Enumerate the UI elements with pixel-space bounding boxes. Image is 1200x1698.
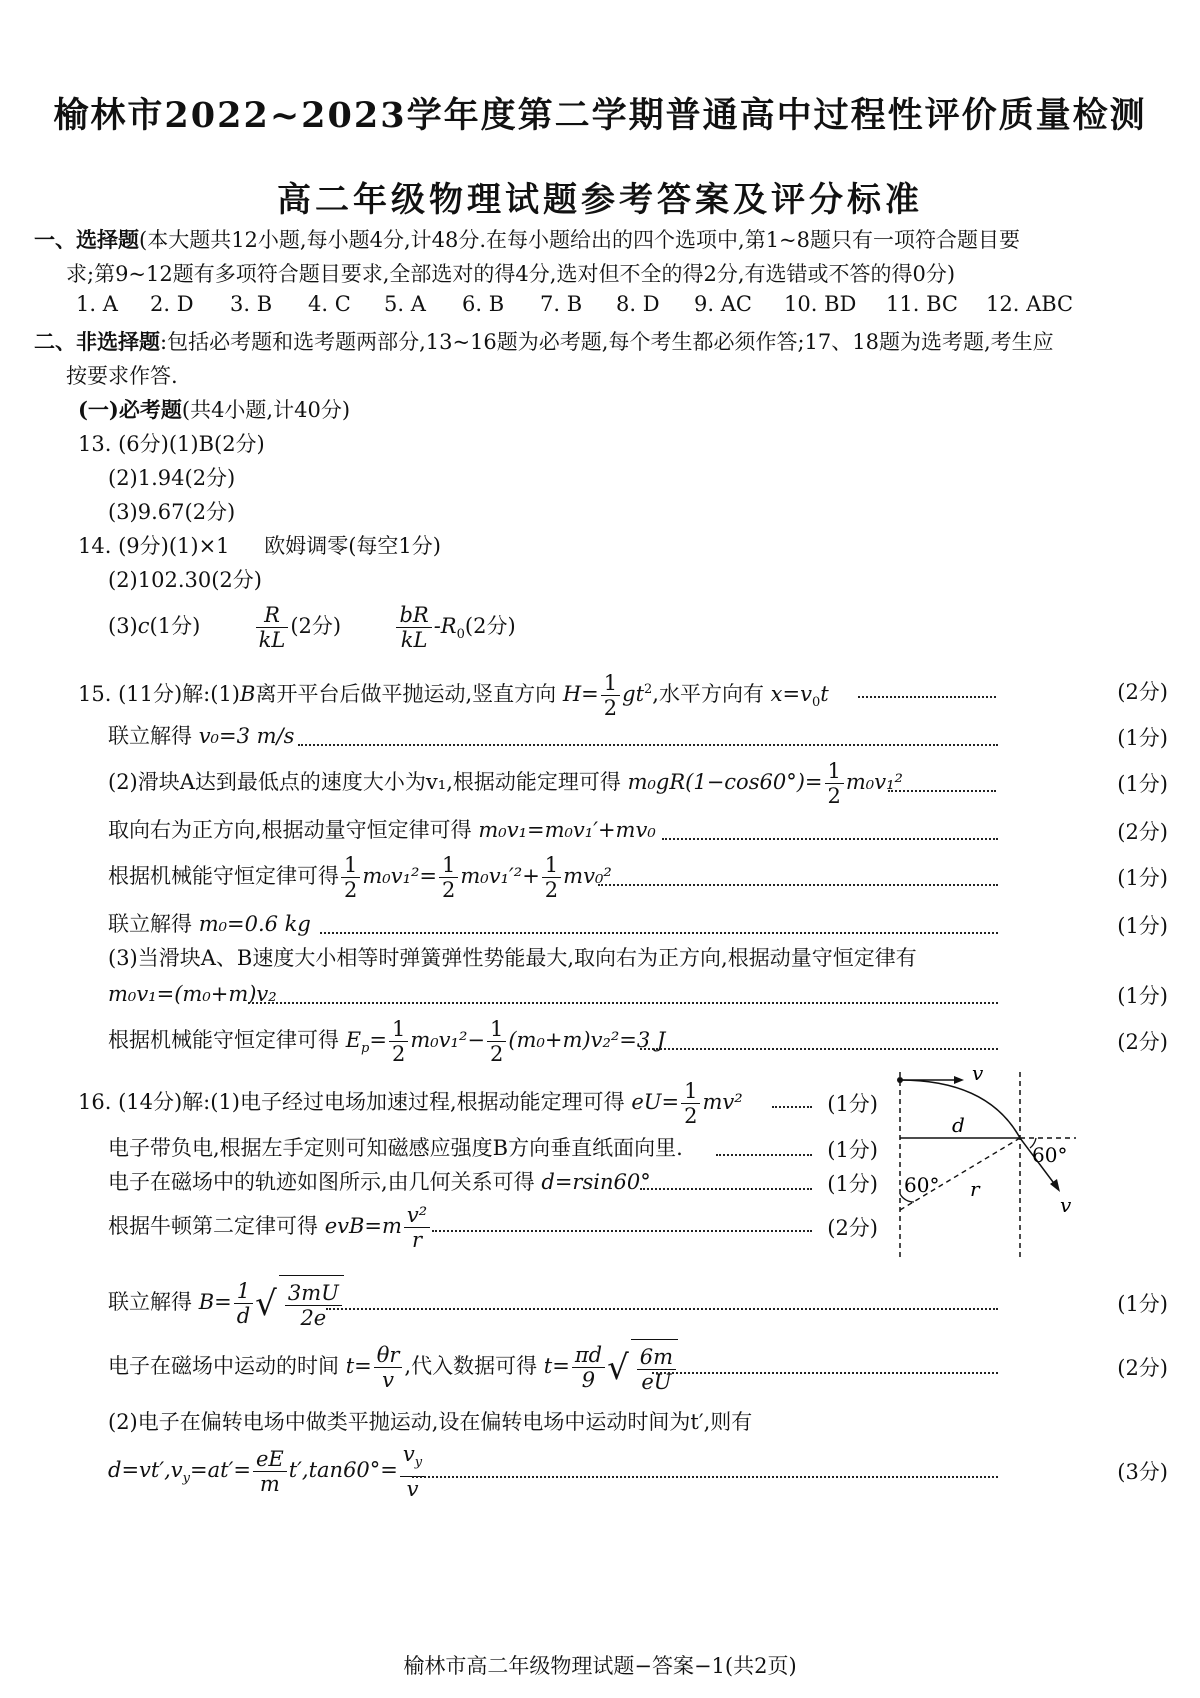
label-v-bottom: v <box>1060 1193 1072 1217</box>
q14-l3-prefix: (3) <box>108 614 138 638</box>
q13-line3: (3)9.67(2分) <box>108 500 236 524</box>
answer-11: 11. BC <box>886 292 958 316</box>
q14-line2: (2)102.30(2分) <box>108 568 262 592</box>
answer-2: 2. D <box>150 292 194 316</box>
q16-line3: 电子在磁场中的轨迹如图所示,由几何关系可得 d=rsin60° <box>108 1170 651 1194</box>
answer-9: 9. AC <box>694 292 752 316</box>
section1-line1 <box>34 226 1020 254</box>
dot-leader <box>248 1002 998 1004</box>
section1-heading: 一、选择题 <box>34 227 139 252</box>
dot-leader <box>598 884 998 886</box>
dot-leader <box>432 1230 812 1232</box>
q15-line6: 联立解得 m₀=0.6 kg <box>108 912 311 936</box>
q14-l3-r0: -R <box>433 614 457 638</box>
q16-line5: 联立解得 B= $\frac{1}{d}$ √ $\frac{3mU}{2e}$ <box>108 1274 344 1332</box>
q16-line1: 16. (14分)解:(1)电子经过电场加速过程,根据动能定理可得 eU= $\frac{1}{2}$ mv² <box>78 1079 743 1128</box>
section1-desc-2: 求;第9~12题有多项符合题目要求,全部选对的得4分,选对但不全的得2分,有选错或不答的得0分) <box>66 262 956 286</box>
q15-line1: 15. (11分)解:(1)B离开平台后做平抛运动,竖直方向 H= $\frac{1}{2}$ $gt^2$,水平方向有 $x=v_0t$ <box>78 671 829 720</box>
score-q16-4: (2分) <box>827 1216 878 1240</box>
dot-leader <box>640 1188 812 1190</box>
score-q16-6: (2分) <box>1117 1356 1168 1380</box>
score-q15-7: (1分) <box>1117 984 1168 1008</box>
q15-line9: 根据机械能守恒定律可得 $E_p=$ $\frac{1}{2}$ m₀v₁²− $\frac{1}{2}$ (m₀+m)v₂²=3 J <box>108 1017 666 1066</box>
section2-heading: 二、非选择题 <box>34 329 160 354</box>
q14-l3-score3: (2分) <box>464 614 516 638</box>
dot-leader <box>640 1048 998 1050</box>
dot-leader <box>326 1308 998 1310</box>
label-r: r <box>970 1177 980 1201</box>
score-q15-8: (2分) <box>1117 1030 1168 1054</box>
answer-4: 4. C <box>308 292 351 316</box>
answer-3: 3. B <box>230 292 273 316</box>
section2-desc-1: :包括必考题和选考题两部分,13~16题为必考题,每个考生都必须作答;17、18题为选考题,考生应 <box>160 330 1054 354</box>
q14-fraction-1: $\frac{R}{kL}$ <box>256 603 289 652</box>
answer-5: 5. A <box>384 292 426 316</box>
dot-leader <box>298 744 998 746</box>
score-q15-3: (1分) <box>1117 772 1168 796</box>
document-title: 榆林市2022~2023学年度第二学期普通高中过程性评价质量检测 <box>53 95 1147 136</box>
label-angle-right: 60° <box>1032 1143 1068 1167</box>
dot-leader <box>412 1476 998 1478</box>
q15-line3: (2)滑块A达到最低点的速度大小为v₁,根据动能定理可得 m₀gR(1−cos60°)= $\frac{1}{2}$ m₀v₁² <box>108 759 903 808</box>
label-d: d <box>952 1113 965 1137</box>
score-q16-3: (1分) <box>827 1172 878 1196</box>
magnetic-field-diagram <box>880 1066 1180 1266</box>
score-q16-7: (3分) <box>1117 1460 1168 1484</box>
dot-leader <box>320 932 998 934</box>
required-desc: (共4小题,计40分) <box>181 398 351 422</box>
answer-1: 1. A <box>76 292 118 316</box>
score-q16-2: (1分) <box>827 1138 878 1162</box>
score-q15-5: (1分) <box>1117 866 1168 890</box>
q15-line4: 取向右为正方向,根据动量守恒定律可得 m₀v₁=m₀v₁′+mv₀ <box>108 818 656 842</box>
required-heading-line <box>78 396 350 424</box>
required-label: (一)必考题 <box>78 397 182 422</box>
score-q15-1: (2分) <box>1117 680 1168 704</box>
score-q15-2: (1分) <box>1117 726 1168 750</box>
answer-7: 7. B <box>540 292 583 316</box>
q14-line1 <box>78 532 441 560</box>
score-q15-6: (1分) <box>1117 914 1168 938</box>
score-q16-1: (1分) <box>827 1092 878 1116</box>
document-subtitle: 高二年级物理试题参考答案及评分标准 <box>277 180 923 220</box>
q16-line2: 电子带负电,根据左手定则可知磁感应强度B方向垂直纸面向里. <box>108 1136 683 1160</box>
q15-line5: 根据机械能守恒定律可得 $\frac{1}{2}$ m₀v₁²= $\frac{1}{2}$ m₀v₁′²+ $\frac{1}{2}$ mv₀² <box>108 853 612 902</box>
dot-leader <box>772 1106 812 1108</box>
q15-line2: 联立解得 v₀=3 m/s <box>108 724 295 748</box>
q13-line1: 13. (6分)(1)B(2分) <box>78 432 265 456</box>
score-q16-5: (1分) <box>1117 1292 1168 1316</box>
label-angle-left: 60° <box>904 1173 940 1197</box>
page-footer: 榆林市高二年级物理试题−答案−1(共2页) <box>403 1654 797 1678</box>
dot-leader <box>858 696 996 698</box>
dot-leader <box>888 790 996 792</box>
q13-line2: (2)1.94(2分) <box>108 466 236 490</box>
section2-line1 <box>34 328 1054 356</box>
q14-l3-score1: (1分) <box>149 614 201 638</box>
answer-12: 12. ABC <box>986 292 1074 316</box>
q14-line3: (3)c(1分) $\frac{R}{kL}$ (2分) $\frac{bR}{kL}$ $-R_0(2$分) <box>108 603 516 652</box>
dot-leader <box>652 1372 998 1374</box>
label-v-top: v <box>972 1066 984 1085</box>
score-q15-4: (2分) <box>1117 820 1168 844</box>
q15-line8: m₀v₁=(m₀+m)v₂ <box>108 982 277 1006</box>
dot-leader <box>716 1154 812 1156</box>
q15-line7: (3)当滑块A、B速度大小相等时弹簧弹性势能最大,取向右为正方向,根据动量守恒定律有 <box>108 946 917 970</box>
q14-fraction-2: $\frac{bR}{kL}$ <box>396 603 431 652</box>
q16-line8: $d=vt',v_y=at'=$ $\frac{eE}{m}$ t′,tan60°= $\frac{v_y}{v}$ <box>108 1442 427 1507</box>
q14-part1: 14. (9分)(1)×1 <box>78 534 230 558</box>
answer-10: 10. BD <box>784 292 857 316</box>
answer-8: 8. D <box>616 292 660 316</box>
q14-l3-c: c <box>137 614 150 638</box>
answer-6: 6. B <box>462 292 505 316</box>
q16-line6: 电子在磁场中运动的时间 t= $\frac{\theta r}{v}$ ,代入数据可得 t= $\frac{\pi d}{9}$ √ $\frac{6m}{eU}$ <box>108 1338 678 1396</box>
q14-l3-score2: (2分) <box>290 614 342 638</box>
arrow-head-top <box>954 1076 964 1084</box>
section1-desc-1: (本大题共12小题,每小题4分,计48分.在每小题给出的四个选项中,第1~8题只有一项符合题目要 <box>139 228 1021 252</box>
dot-leader <box>662 838 998 840</box>
section2-desc-2: 按要求作答. <box>66 364 178 388</box>
q16-line7: (2)电子在偏转电场中做类平抛运动,设在偏转电场中运动时间为t′,则有 <box>108 1410 753 1434</box>
q16-line4: 根据牛顿第二定律可得 evB=m $\frac{\text{v²}}{r}$ <box>108 1200 432 1252</box>
q14-part1-b: 欧姆调零(每空1分) <box>264 534 441 558</box>
